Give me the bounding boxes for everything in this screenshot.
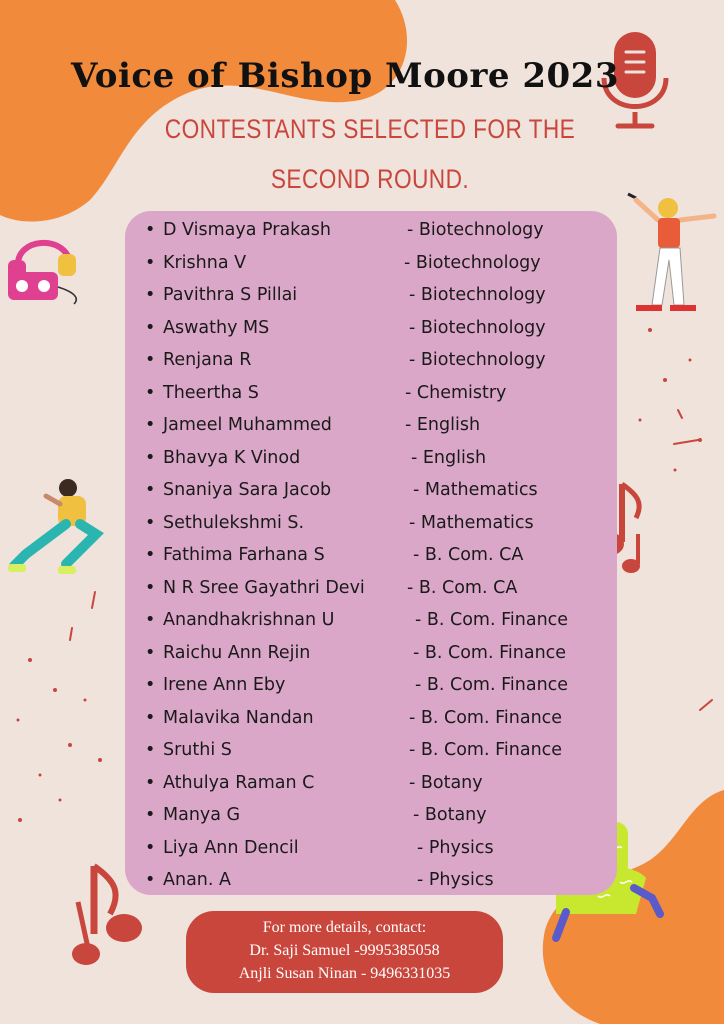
contestant-department: - B. Com. Finance: [409, 707, 563, 728]
bullet: •: [145, 870, 156, 890]
bullet: •: [145, 415, 156, 435]
contestant-department: - B. Com. CA: [413, 545, 524, 565]
contestant-department: - B. Com. Finance: [415, 610, 569, 630]
contestant-department: - B. Com. Finance: [413, 642, 567, 663]
subtitle-line-1: CONTESTANTS SELECTED FOR THE: [164, 114, 576, 144]
contact-person-1: Dr. Saji Samuel -9995385058: [249, 942, 440, 959]
contestant-name: Sethulekshmi S.: [163, 512, 305, 533]
list-item: [145, 832, 615, 865]
list-item: [145, 572, 615, 605]
contestant-department: - English: [411, 447, 487, 468]
contestant-name: Aswathy MS: [163, 317, 270, 338]
list-item: [145, 864, 615, 897]
bullet: •: [145, 675, 156, 695]
contestant-name: Irene Ann Eby: [163, 675, 286, 695]
bullet: •: [145, 740, 156, 760]
list-item: [145, 377, 615, 410]
bullet: •: [145, 317, 156, 338]
headphones-icon: [4, 232, 84, 307]
bullet: •: [145, 350, 156, 370]
bullet: •: [145, 707, 156, 728]
contestant-name: D Vismaya Prakash: [163, 220, 331, 240]
list-item: [145, 539, 615, 572]
contestant-department: - Physics: [417, 837, 494, 858]
contestant-name: Bhavya K Vinod: [163, 447, 301, 468]
contestant-department: - English: [405, 415, 481, 435]
contestant-name: Jameel Muhammed: [163, 415, 332, 435]
contestant-name: Krishna V: [163, 252, 247, 273]
contestant-name: N R Sree Gayathri Devi: [163, 577, 365, 598]
poster-title: Voice of Bishop Moore 2023: [71, 56, 619, 96]
contact-person-2: Anjli Susan Ninan - 9496331035: [238, 965, 451, 982]
list-item: [145, 474, 615, 507]
contestant-name: Pavithra S Pillai: [163, 285, 298, 305]
subtitle-line-2: SECOND ROUND.: [270, 164, 470, 194]
bullet: •: [145, 577, 156, 598]
list-item: [145, 312, 615, 345]
contestant-name: Renjana R: [163, 350, 252, 370]
contestant-department: - Biotechnology: [409, 317, 546, 338]
contestant-list: [145, 214, 615, 897]
contestant-department: - Biotechnology: [407, 220, 544, 240]
list-item: [145, 604, 615, 637]
contestant-name: Fathima Farhana S: [163, 545, 325, 565]
contact-box: [186, 911, 503, 993]
contestant-department: - Biotechnology: [409, 350, 546, 370]
contestant-department: - Biotechnology: [404, 252, 541, 273]
list-item: [145, 637, 615, 670]
bullet: •: [145, 772, 156, 793]
list-item: [145, 214, 615, 247]
bullet: •: [145, 252, 156, 273]
listener-illustration: [6, 474, 106, 584]
contestant-department: - Botany: [409, 772, 483, 793]
contestant-department: - B. Com. Finance: [409, 740, 563, 760]
contestant-department: - Botany: [413, 805, 487, 825]
list-item: [145, 507, 615, 540]
contestant-name: Liya Ann Dencil: [163, 837, 299, 858]
list-item: [145, 344, 615, 377]
bullet: •: [145, 642, 156, 663]
contestant-department: - Biotechnology: [409, 285, 546, 305]
bullet: •: [145, 837, 156, 858]
list-item: [145, 669, 615, 702]
contestant-department: - Mathematics: [413, 480, 538, 500]
bullet: •: [145, 480, 156, 500]
contestant-name: Anan. A: [163, 870, 231, 890]
bullet: •: [145, 447, 156, 468]
contestant-department: - B. Com. CA: [407, 577, 518, 598]
contestant-name: Raichu Ann Rejin: [163, 642, 311, 663]
contestant-department: - Physics: [417, 870, 494, 890]
contestant-name: Anandhakrishnan U: [163, 610, 335, 630]
list-item: [145, 702, 615, 735]
contestant-name: Manya G: [163, 805, 241, 825]
bullet: •: [145, 512, 156, 533]
bullet: •: [145, 220, 156, 240]
bullet: •: [145, 545, 156, 565]
contestant-name: Snaniya Sara Jacob: [163, 480, 332, 500]
list-item: [145, 247, 615, 280]
list-item: [145, 799, 615, 832]
bullet: •: [145, 285, 156, 305]
contact-heading: For more details, contact:: [262, 919, 427, 936]
list-item: [145, 767, 615, 800]
singer-illustration: [622, 190, 722, 320]
bullet: •: [145, 610, 156, 630]
contestant-department: - Mathematics: [409, 512, 534, 533]
contestant-name: Sruthi S: [163, 740, 232, 760]
contestant-name: Athulya Raman C: [163, 772, 315, 793]
list-item: [145, 734, 615, 767]
bullet: •: [145, 805, 156, 825]
list-item: [145, 409, 615, 442]
contestant-department: - B. Com. Finance: [415, 675, 569, 695]
contestant-department: - Chemistry: [405, 382, 507, 403]
contestant-name: Theertha S: [163, 382, 259, 403]
list-item: [145, 279, 615, 312]
bullet: •: [145, 382, 156, 403]
contestant-name: Malavika Nandan: [163, 707, 314, 728]
list-item: [145, 442, 615, 475]
